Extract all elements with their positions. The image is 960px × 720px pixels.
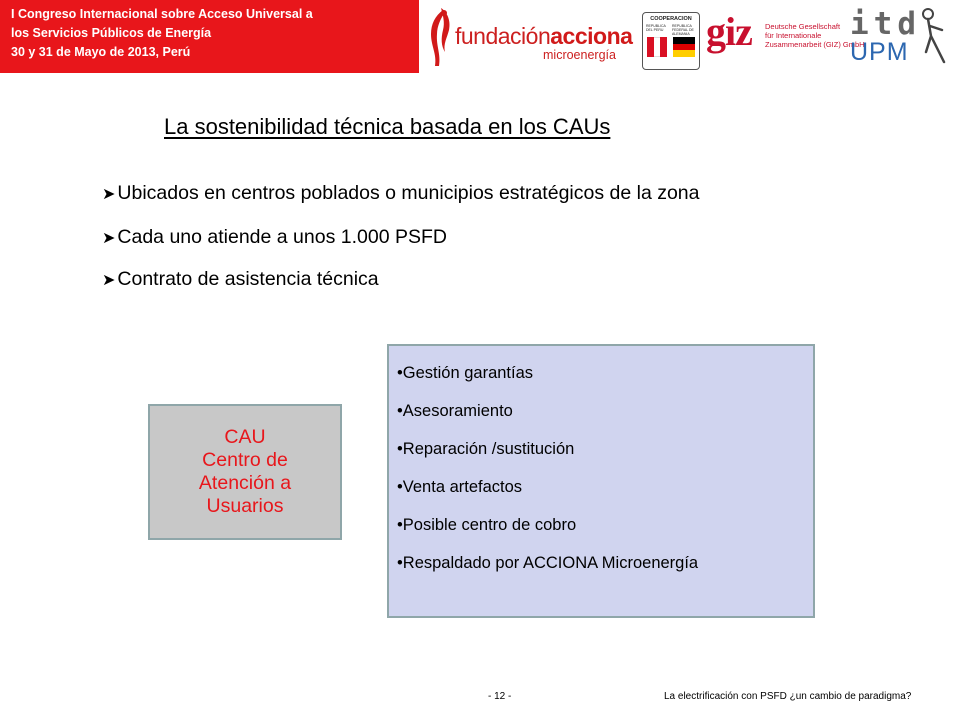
service-item: •Asesoramiento [397,402,513,420]
cooperacion-seal-title: COOPERACION [650,16,692,22]
conference-header-line-3: 30 y 31 de Mayo de 2013, Perú [11,45,191,59]
cooperacion-seal-peru: REPUBLICA DEL PERU [646,24,666,32]
arrow-bullet-icon: ➤ [102,272,116,289]
cau-box [148,404,342,540]
services-box [387,344,815,618]
peru-flag-icon [647,37,667,57]
slide-title: La sostenibilidad técnica basada en los CAUs [164,114,611,139]
service-item: •Venta artefactos [397,478,523,496]
upm-logo-word: UPM [850,38,909,66]
cooperacion-seal-alemania: REPUBLICA FEDERAL DE ALEMANIA [672,24,694,36]
cooperacion-seal [642,12,700,70]
service-item: •Reparación /sustitución [397,440,575,458]
conference-header-line-2: los Servicios Públicos de Energía [11,26,212,40]
service-item: •Posible centro de cobro [397,516,577,534]
arrow-bullet-icon: ➤ [102,230,116,247]
bullet-item: ➤ Cada uno atiende a unos 1.000 PSFD [102,226,447,248]
itd-logo-word: itd [850,6,921,42]
cau-label: CAU Centro de Atención a Usuarios [198,426,292,517]
fundacion-acciona-wordmark: fundaciónacciona [455,23,633,49]
giz-logo-word: giz [706,9,752,54]
arrow-bullet-icon: ➤ [102,186,116,203]
service-item: •Respaldado por ACCIONA Microenergía [397,554,699,572]
fundacion-acciona-emblem-icon [427,6,457,70]
page-number: - 12 - [488,691,512,702]
service-item: •Gestión garantías [397,364,534,382]
footer-title: La electrificación con PSFD ¿un cambio de paradigma? [664,691,912,702]
fundacion-acciona-logo [427,6,633,70]
fundacion-acciona-subtitle: microenergía [543,48,616,62]
bullet-item: ➤ Ubicados en centros poblados o municipios estratégicos de la zona [102,182,700,204]
bullet-item: ➤ Contrato de asistencia técnica [102,268,379,290]
germany-flag-icon [673,37,695,57]
giz-logo-tagline: Deutsche Gesellschaft für Internationale Zusammenarbeit (GIZ) GmbH [765,22,865,49]
conference-header-line-1: I Congreso Internacional sobre Acceso Universal a [11,7,313,21]
conference-header-band [0,0,419,73]
upm-figure-icon [918,6,948,68]
